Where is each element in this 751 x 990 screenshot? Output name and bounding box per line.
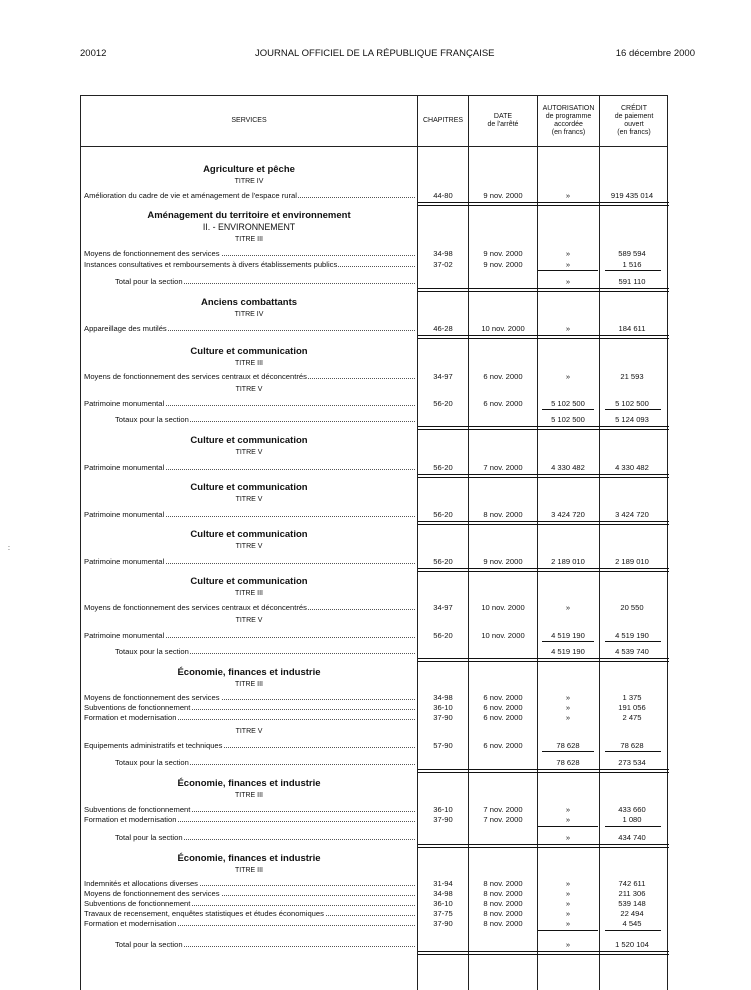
col-header-chapitres: CHAPITRES: [422, 117, 464, 124]
table-row: Moyens de fonctionnement des services 34-98 6 nov. 2000 » 1 375: [84, 693, 642, 702]
col-header-services: SERVICES: [231, 117, 267, 124]
table-row: Moyens de fonctionnement des services 34-98 8 nov. 2000 » 211 306: [84, 889, 646, 898]
table-row: Moyens de fonctionnement des services centraux et déconcentrés 34-97 6 nov. 2000 » 21 593: [84, 372, 644, 381]
table-row: Amélioration du cadre de vie et aménagement de l'espace rural 44-80 9 nov. 2000 » 919 435 014: [84, 191, 654, 200]
table-row: Travaux de recensement, enquêtes statistiques et études économiques 37-75 8 nov. 2000 » 22 494: [84, 909, 644, 918]
issue-date: 16 décembre 2000: [615, 48, 695, 59]
total-row: Totaux pour la section 5 102 500 5 124 093: [115, 415, 649, 424]
table-row: Subventions de fonctionnement 36-10 6 nov. 2000 » 191 056: [84, 703, 646, 712]
total-row: Total pour la section » 1 520 104: [115, 940, 649, 949]
table-row: Formation et modernisation 37-90 6 nov. 2000 » 2 475: [84, 713, 642, 722]
table-row: Appareillage des mutilés 46-28 10 nov. 2000 » 184 611: [84, 324, 646, 333]
total-row: Totaux pour la section 78 628 273 534: [115, 758, 646, 767]
titre-label: TITRE III: [235, 792, 263, 799]
table-row: Patrimoine monumental 56-20 9 nov. 2000 2 189 010 2 189 010: [84, 557, 649, 566]
table-row: Subventions de fonctionnement 36-10 8 nov. 2000 » 539 148: [84, 899, 646, 908]
ministry-heading: Aménagement du territoire et environnement: [147, 210, 351, 221]
titre-label: TITRE III: [235, 867, 263, 874]
table-row: Formation et modernisation 37-90 7 nov. 2000 » 1 080: [84, 815, 642, 824]
titre-label: TITRE III: [235, 590, 263, 597]
total-row: Totaux pour la section 4 519 190 4 539 740: [115, 647, 649, 656]
table-row: Patrimoine monumental 56-20 7 nov. 2000 4 330 482 4 330 482: [84, 463, 649, 472]
table-row: Equipements administratifs et techniques 57-90 6 nov. 2000 78 628 78 628: [84, 741, 644, 750]
table-row: Patrimoine monumental 56-20 10 nov. 2000 4 519 190 4 519 190: [84, 631, 649, 640]
ministry-heading: Économie, finances et industrie: [177, 853, 321, 864]
titre-label: TITRE V: [235, 617, 263, 624]
table-row: Moyens de fonctionnement des services centraux et déconcentrés 34-97 10 nov. 2000 » 20 550: [84, 603, 644, 612]
ministry-subheading: II. - ENVIRONNEMENT: [202, 222, 296, 232]
ministry-heading: Économie, finances et industrie: [177, 778, 321, 789]
titre-label: TITRE IV: [234, 311, 264, 318]
table-row-credit: 5 102 500: [615, 399, 649, 408]
table-row: Moyens de fonctionnement des services 34-98 9 nov. 2000 » 589 594: [84, 249, 646, 258]
journal-title: JOURNAL OFFICIEL DE LA RÉPUBLIQUE FRANÇAISE: [255, 48, 495, 59]
col-header-date: DATE de l'arrêté: [487, 113, 519, 128]
table-row: Patrimoine monumental 56-20 6 nov. 2000 5 102 500: [84, 399, 585, 408]
budget-table: [80, 95, 668, 990]
margin-mark: :: [8, 545, 10, 552]
page-number: 20012: [80, 48, 107, 59]
titre-label: TITRE III: [235, 360, 263, 367]
col-header-autorisation: AUTORISATION de programme accordée (en francs): [542, 105, 595, 136]
ministry-heading: Culture et communication: [190, 529, 308, 540]
table-row: Instances consultatives et remboursements à divers établissements publics 37-02 9 nov. 2000 » 1 516: [84, 260, 642, 269]
titre-label: TITRE V: [235, 386, 263, 393]
titre-label: TITRE III: [235, 236, 263, 243]
ministry-heading: Anciens combattants: [200, 297, 298, 308]
ministry-heading: Économie, finances et industrie: [177, 667, 321, 678]
table-row: Patrimoine monumental 56-20 8 nov. 2000 3 424 720 3 424 720: [84, 510, 649, 519]
ministry-heading: Culture et communication: [190, 482, 308, 493]
table-row: Formation et modernisation 37-90 8 nov. 2000 » 4 545: [84, 919, 642, 928]
titre-label: TITRE V: [235, 728, 263, 735]
table-row: Indemnités et allocations diverses 31-94 8 nov. 2000 » 742 611: [84, 879, 646, 888]
titre-label: TITRE V: [235, 449, 263, 456]
titre-label: TITRE V: [235, 496, 263, 503]
ministry-heading: Agriculture et pêche: [203, 164, 295, 175]
ministry-heading: Culture et communication: [190, 576, 308, 587]
col-header-credit: CRÉDIT de paiement ouvert (en francs): [614, 105, 654, 136]
table-row: Subventions de fonctionnement 36-10 7 nov. 2000 » 433 660: [84, 805, 646, 814]
total-row: Total pour la section » 591 110: [115, 277, 646, 286]
titre-label: TITRE V: [235, 543, 263, 550]
ministry-heading: Culture et communication: [190, 346, 308, 357]
total-row: Total pour la section » 434 740: [115, 833, 646, 842]
titre-label: TITRE III: [235, 681, 263, 688]
ministry-heading: Culture et communication: [190, 435, 308, 446]
titre-label: TITRE IV: [234, 178, 264, 185]
